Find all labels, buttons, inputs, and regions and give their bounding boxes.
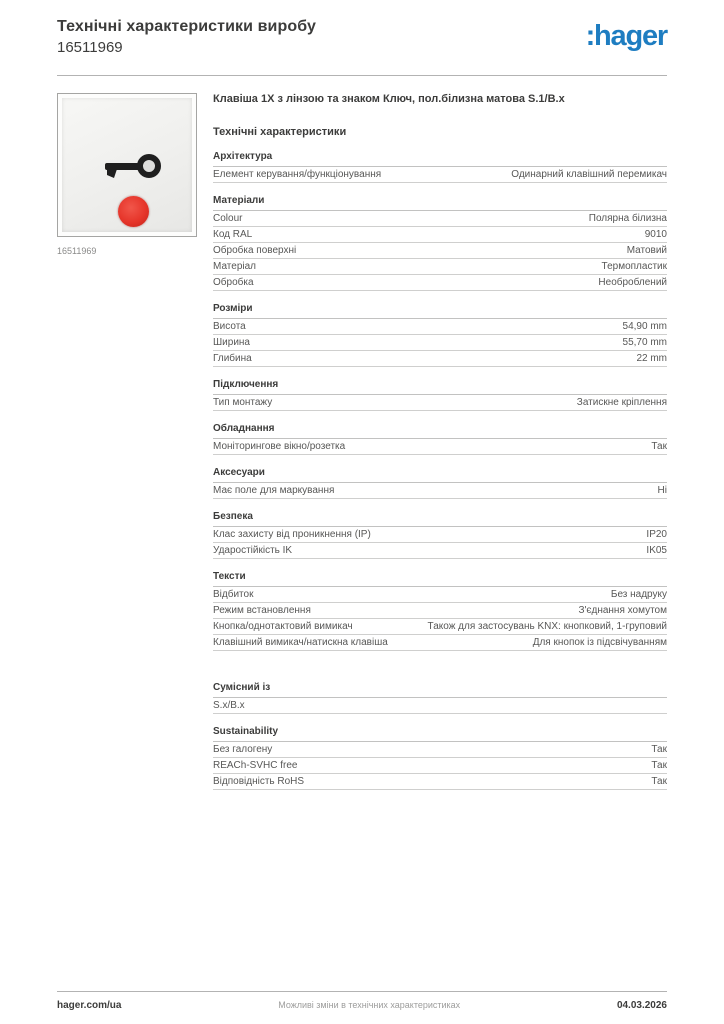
spec-label: Обробка — [213, 277, 254, 288]
spec-row — [213, 527, 667, 543]
spec-label: Ширина — [213, 337, 250, 348]
spec-value: Термопластик — [601, 261, 667, 272]
product-id: 16511969 — [57, 39, 123, 56]
spec-label: Кнопка/однотактовий вимикач — [213, 621, 353, 632]
section-title: Безпека — [213, 511, 667, 527]
spec-row — [213, 259, 667, 275]
spec-row — [213, 698, 667, 714]
spec-row — [213, 227, 667, 243]
spec-row — [213, 319, 667, 335]
spec-value: Для кнопок із підсвічуванням — [532, 637, 667, 648]
spec-row — [213, 351, 667, 367]
page-footer — [57, 991, 667, 1011]
spec-value: 54,90 mm — [622, 321, 667, 332]
spec-label: Глибина — [213, 353, 252, 364]
spec-row — [213, 774, 667, 790]
spec-value: Одинарний клавішний перемикач — [511, 169, 667, 180]
spec-label: REACh-SVHC free — [213, 760, 298, 771]
spec-value: З'єднання хомутом — [578, 605, 667, 616]
spec-label: Відповідність RoHS — [213, 776, 305, 787]
switch-plate — [62, 98, 192, 232]
key-icon — [103, 153, 163, 181]
spec-label: Обробка поверхні — [213, 245, 297, 256]
spec-label: Елемент керування/функціонування — [213, 169, 382, 180]
spec-row — [213, 439, 667, 455]
spec-label: Тип монтажу — [213, 397, 273, 408]
spec-section — [213, 467, 667, 499]
spec-section — [213, 423, 667, 455]
spec-sections — [213, 151, 667, 790]
spec-row — [213, 619, 667, 635]
spec-value: Необроблений — [598, 277, 667, 288]
spec-section — [213, 726, 667, 790]
product-image — [57, 93, 197, 237]
spec-row — [213, 742, 667, 758]
spec-row — [213, 483, 667, 499]
product-image-caption: 16511969 — [57, 246, 97, 256]
spec-section — [213, 511, 667, 559]
spec-label: Режим встановлення — [213, 605, 311, 616]
spec-row — [213, 211, 667, 227]
spec-label: S.x/B.x — [213, 700, 245, 711]
section-title: Sustainability — [213, 726, 667, 742]
spec-value: Затискне кріплення — [576, 397, 667, 408]
spec-value: Полярна білизна — [588, 213, 667, 224]
spec-column — [213, 93, 667, 790]
page-title: Технічні характеристики виробу — [57, 18, 316, 35]
spec-label: Відбиток — [213, 589, 254, 600]
red-lens-icon — [118, 196, 149, 227]
section-title: Сумісний із — [213, 682, 667, 698]
spec-row — [213, 758, 667, 774]
section-title: Тексти — [213, 571, 667, 587]
section-title: Матеріали — [213, 195, 667, 211]
header-divider — [57, 75, 667, 76]
spec-value: Так — [651, 441, 667, 452]
footer-disclaimer: Можливі зміни в технічних характеристиках — [278, 1000, 461, 1010]
hager-logo: :hager — [585, 20, 667, 52]
spec-section — [213, 151, 667, 183]
spec-row — [213, 543, 667, 559]
spec-label: Моніторингове вікно/розетка — [213, 441, 346, 452]
spec-value: Так — [651, 776, 667, 787]
spec-row — [213, 275, 667, 291]
spec-value: IP20 — [646, 529, 667, 540]
spec-row — [213, 587, 667, 603]
spec-label: Має поле для маркування — [213, 485, 335, 496]
spec-row — [213, 167, 667, 183]
spec-row — [213, 243, 667, 259]
spec-value: Матовий — [626, 245, 667, 256]
spec-row — [213, 603, 667, 619]
spec-label: Матеріал — [213, 261, 256, 272]
spec-section — [213, 303, 667, 367]
section-title: Підключення — [213, 379, 667, 395]
product-image-column — [57, 93, 197, 256]
spec-value: Так — [651, 760, 667, 771]
spec-label: Клас захисту від проникнення (IP) — [213, 529, 371, 540]
spec-row — [213, 635, 667, 651]
spec-label: Colour — [213, 213, 243, 224]
spec-value: Так — [651, 744, 667, 755]
section-title: Аксесуари — [213, 467, 667, 483]
specs-heading: Технічні характеристики — [213, 126, 347, 138]
spec-label: Код RAL — [213, 229, 253, 240]
section-title: Архітектура — [213, 151, 667, 167]
section-title: Розміри — [213, 303, 667, 319]
spec-section — [213, 195, 667, 291]
spec-row — [213, 335, 667, 351]
spec-label: Ударостійкість IK — [213, 545, 293, 556]
spec-section — [213, 682, 667, 714]
section-title: Обладнання — [213, 423, 667, 439]
spec-value: 22 mm — [636, 353, 667, 364]
spec-label: Клавішний вимикач/натискна клавіша — [213, 637, 388, 648]
page-header — [57, 17, 667, 57]
spec-value: Без надруку — [610, 589, 667, 600]
spec-value: Ні — [657, 485, 667, 496]
footer-date: 04.03.2026 — [616, 1000, 667, 1011]
spec-row — [213, 395, 667, 411]
spec-value: 9010 — [644, 229, 667, 240]
spec-value: 55,70 mm — [622, 337, 667, 348]
spec-value: IK05 — [646, 545, 667, 556]
spec-section — [213, 571, 667, 651]
spec-label: Без галогену — [213, 744, 273, 755]
spec-value: Також для застосувань KNX: кнопковий, 1-груповий — [427, 621, 667, 632]
product-name: Клавіша 1X з лінзою та знаком Ключ, пол.білизна матова S.1/B.x — [213, 93, 565, 105]
spec-label: Висота — [213, 321, 246, 332]
spec-section — [213, 379, 667, 411]
footer-website-link[interactable]: hager.com/ua — [57, 1000, 122, 1011]
